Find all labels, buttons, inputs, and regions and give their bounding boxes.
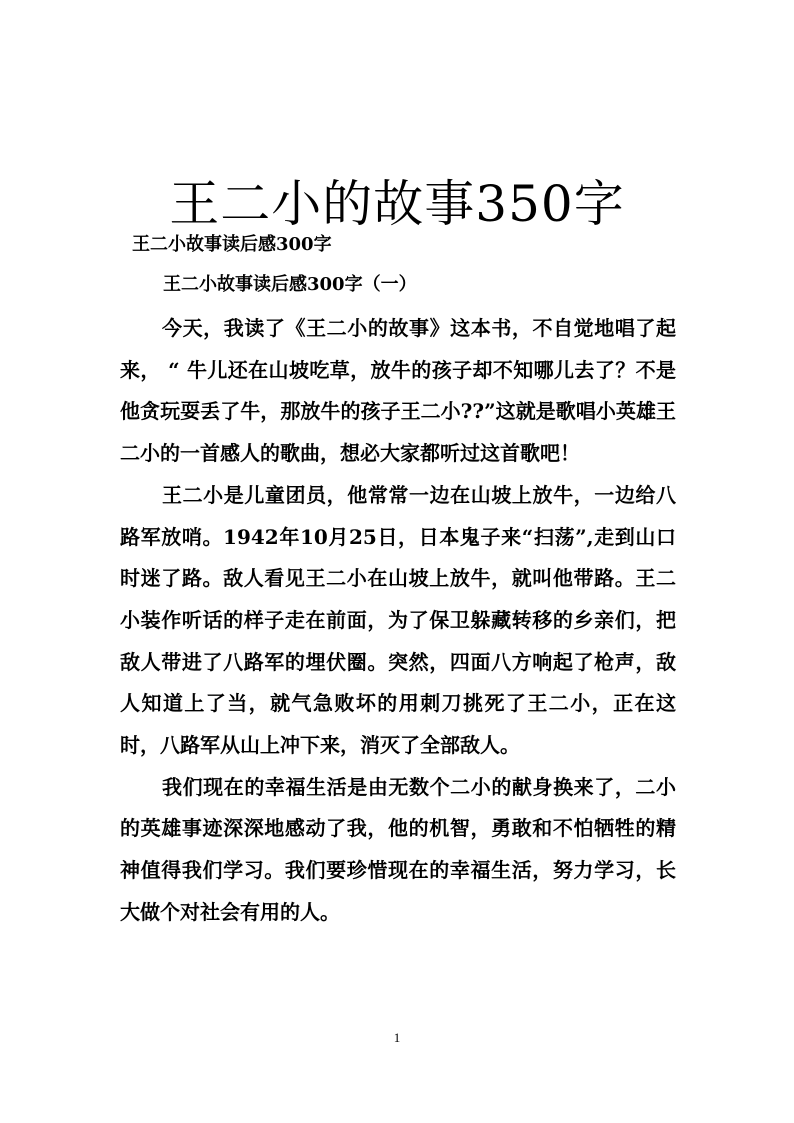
paragraph: 我们现在的幸福生活是由无数个二小的献身换来了，二小的英雄事迹深深地感动了我，他的机智，勇敢和不怕牺牲的精神值得我们学习。我们要珍惜现在的幸福生活，努力学习，长大做个对社会有用的人。 [120,774,676,924]
section-subheading: 王二小故事读后感300字（一） [163,274,417,295]
document-body [120,308,676,934]
document-title: 王二小的故事350字 [169,174,625,233]
page-number: 1 [393,1030,401,1045]
paragraph: 王二小是儿童团员，他常常一边在山坡上放牛，一边给八路军放哨。1942年10月25日，日本鬼子来“扫荡”,走到山口时迷了路。敌人看见王二小在山坡上放牛，就叫他带路。王二小装作听话的样子走在前面，为了保卫躲藏转移的乡亲们，把敌人带进了八路军的埋伏圈。突然，四面八方响起了枪声，敌人知道上了当，就气急败坏的用刺刀挑死了王二小，正在这时，八路军从山上冲下来，消灭了全部敌人。 [120,482,676,758]
paragraph: 今天，我读了《王二小的故事》这本书，不自觉地唱了起来， “ 牛儿还在山坡吃草，放牛的孩子却不知哪儿去了？不是他贪玩耍丢了牛，那放牛的孩子王二小??”这就是歌唱小英雄王二小的一首感人的歌曲，想必大家都听过这首歌吧！ [120,316,676,466]
section-heading: 王二小故事读后感300字 [132,234,332,255]
